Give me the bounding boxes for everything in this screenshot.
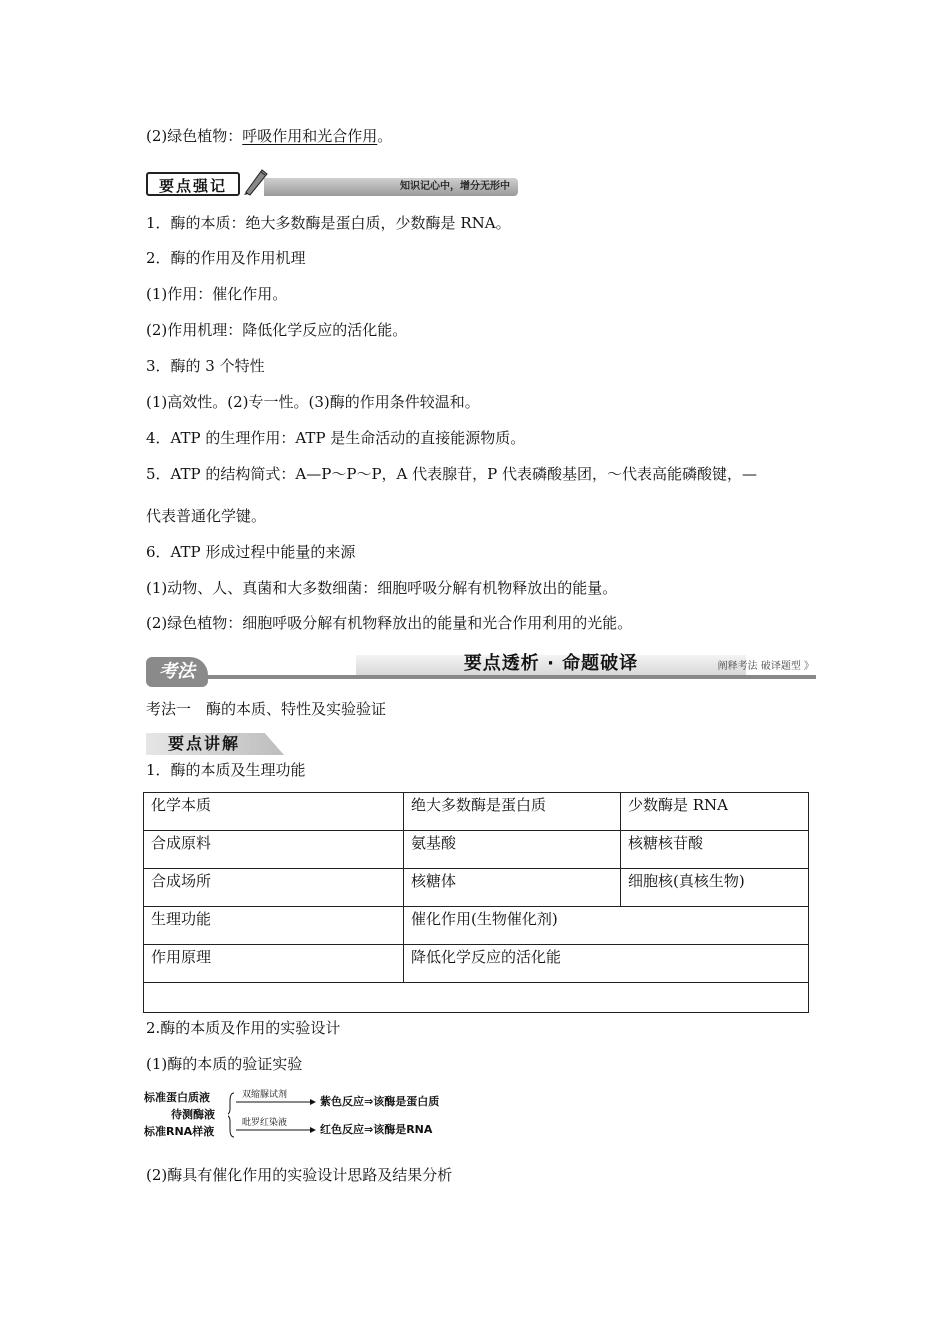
table-cell: 化学本质 bbox=[144, 793, 404, 831]
intro-line bbox=[146, 126, 392, 146]
point-1: 1．酶的本质：绝大多数酶是蛋白质，少数酶是 RNA。 bbox=[146, 214, 511, 232]
table-cell: 绝大多数酶是蛋白质 bbox=[404, 793, 621, 831]
table-cell: 核糖核苷酸 bbox=[621, 831, 809, 869]
subsection-2a: (1)酶的本质的验证实验 bbox=[146, 1055, 303, 1073]
subsection-2: 2.酶的本质及作用的实验设计 bbox=[146, 1019, 341, 1037]
table-row bbox=[144, 793, 809, 831]
table-row bbox=[144, 831, 809, 869]
key-points-banner bbox=[146, 166, 518, 198]
intro-prefix: (2)绿色植物： bbox=[146, 127, 243, 145]
point-3: 3．酶的 3 个特性 bbox=[146, 357, 265, 375]
banner-title: 要点透析 · 命题破译 bbox=[463, 653, 639, 674]
table-cell: 降低化学反应的活化能 bbox=[404, 945, 809, 983]
section-heading: 考法一 酶的本质、特性及实验验证 bbox=[146, 700, 387, 718]
pencil-icon bbox=[240, 166, 270, 196]
table-cell: 作用原理 bbox=[144, 945, 404, 983]
diagram-result-1: 紫色反应⇒该酶是蛋白质 bbox=[320, 1095, 440, 1108]
table-cell: 合成原料 bbox=[144, 831, 404, 869]
point-6b: (2)绿色植物：细胞呼吸分解有机物释放出的能量和光合作用利用的光能。 bbox=[146, 614, 633, 632]
banner-subtitle: 知识记心中，增分无形中 bbox=[400, 181, 510, 192]
diagram-left-2: 待测酶液 bbox=[171, 1108, 215, 1121]
banner-label: 要点强记 bbox=[146, 172, 240, 196]
table-cell: 核糖体 bbox=[404, 869, 621, 907]
point-6a: (1)动物、人、真菌和大多数细菌：细胞呼吸分解有机物释放出的能量。 bbox=[146, 579, 618, 597]
table-cell: 催化作用(生物催化剂) bbox=[404, 907, 809, 945]
table-empty-cell bbox=[144, 983, 809, 1013]
point-2a: (1)作用：催化作用。 bbox=[146, 285, 288, 303]
point-5a: 5．ATP 的结构简式：A—P～P～P，A 代表腺苷，P 代表磷酸基团，～代表高能磷酸键，— bbox=[146, 465, 757, 483]
subsection-1: 1．酶的本质及生理功能 bbox=[146, 761, 306, 779]
diagram-left-3: 标准RNA样液 bbox=[144, 1125, 215, 1138]
tab-label: 要点讲解 bbox=[168, 734, 241, 753]
table-row bbox=[144, 869, 809, 907]
table-cell: 少数酶是 RNA bbox=[621, 793, 809, 831]
analysis-banner bbox=[146, 651, 816, 691]
table-cell: 合成场所 bbox=[144, 869, 404, 907]
enzyme-table bbox=[143, 792, 809, 1013]
intro-underlined: 呼吸作用和光合作用 bbox=[242, 127, 378, 145]
diagram-left-1: 标准蛋白质液 bbox=[144, 1091, 210, 1104]
banner-method-label: 考法 bbox=[146, 657, 208, 687]
point-4: 4．ATP 的生理作用：ATP 是生命活动的直接能源物质。 bbox=[146, 429, 526, 447]
point-2: 2．酶的作用及作用机理 bbox=[146, 249, 306, 267]
banner-bar bbox=[264, 178, 518, 196]
point-6: 6．ATP 形成过程中能量的来源 bbox=[146, 543, 356, 561]
table-cell: 生理功能 bbox=[144, 907, 404, 945]
table-row bbox=[144, 945, 809, 983]
diagram-reagent-1: 双缩脲试剂 bbox=[242, 1090, 288, 1100]
diagram-reagent-2: 吡罗红染液 bbox=[242, 1118, 288, 1128]
point-2b: (2)作用机理：降低化学反应的活化能。 bbox=[146, 321, 408, 339]
verification-diagram bbox=[144, 1087, 474, 1143]
banner-right-text: 阐释考法 破译题型 》 bbox=[717, 661, 814, 672]
table-cell: 细胞核(真核生物) bbox=[621, 869, 809, 907]
point-3a: (1)高效性。(2)专一性。(3)酶的作用条件较温和。 bbox=[146, 393, 480, 411]
point-5b: 代表普通化学键。 bbox=[146, 507, 267, 525]
subsection-2b: (2)酶具有催化作用的实验设计思路及结果分析 bbox=[146, 1166, 453, 1184]
diagram-result-2: 红色反应⇒该酶是RNA bbox=[320, 1123, 433, 1136]
table-row bbox=[144, 983, 809, 1013]
table-row bbox=[144, 907, 809, 945]
table-cell: 氨基酸 bbox=[404, 831, 621, 869]
intro-suffix: 。 bbox=[377, 127, 393, 145]
explain-tab bbox=[146, 733, 284, 755]
